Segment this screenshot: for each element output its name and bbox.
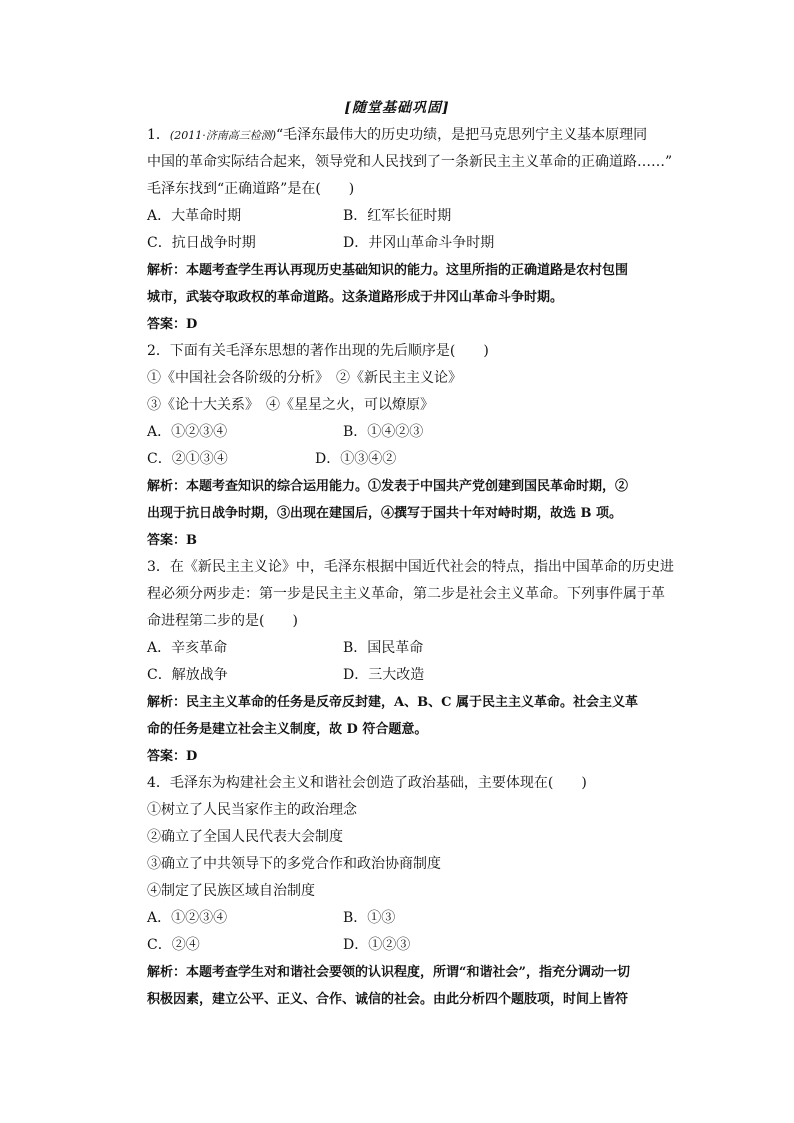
question-4 xyxy=(147,770,675,1013)
analysis-line: 城市，武装夺取政权的革命道路。这条道路形成于井冈山革命斗争时期。 xyxy=(147,290,564,305)
option-c: C．抗日战争时期 xyxy=(147,235,256,251)
option-a: A．①②③④ xyxy=(147,910,228,926)
option-b: B．国民革命 xyxy=(343,640,424,656)
question-stem-line: ③《论十大关系》 ④《星星之火，可以燎原》 xyxy=(147,397,434,413)
option-b: B．①③ xyxy=(343,910,396,926)
question-stem-line: ④制定了民族区域自治制度 xyxy=(147,883,315,899)
question-1 xyxy=(147,122,675,338)
question-stem-line: 程必须分两步走：第一步是民主主义革命，第二步是社会主义革命。下列事件属于革 xyxy=(147,586,665,602)
analysis-line: 解析：民主主义革命的任务是反帝反封建，A、B、C 属于民主主义革命。社会主义革 xyxy=(147,695,638,710)
option-b: B．①④②③ xyxy=(343,424,424,440)
analysis-line: 解析：本题考查知识的综合运用能力。①发表于中国共产党创建到国民革命时期，② xyxy=(147,479,629,494)
question-2 xyxy=(147,338,675,554)
question-stem-line: ②确立了全国人民代表大会制度 xyxy=(147,829,343,845)
option-d: D．①③④② xyxy=(315,451,397,467)
option-c: C．②①③④ xyxy=(147,451,228,467)
options-row xyxy=(147,230,675,257)
option-d: D．三大改造 xyxy=(343,667,425,683)
analysis-line: 解析：本题考查学生对和谐社会要领的认识程度，所谓“和谐社会”，指充分调动一切 xyxy=(147,965,630,980)
option-a: A．辛亥革命 xyxy=(147,640,228,656)
question-stem-line: 毛泽东找到“正确道路”是在( ) xyxy=(147,181,355,197)
section-header: [随堂基础巩固] xyxy=(344,100,450,116)
analysis-line: 出现于抗日战争时期，③出现在建国后，④撰写于国共十年对峙时期，故选 B 项。 xyxy=(147,506,623,521)
question-stem-line: 1．(2011·济南高三检测)“毛泽东最伟大的历史功绩，是把马克思列宁主义基本原理同 xyxy=(147,127,648,143)
options-row xyxy=(147,932,675,959)
question-stem-line: 3．在《新民主主义论》中，毛泽东根据中国近代社会的特点，指出中国革命的历史进 xyxy=(147,559,674,575)
analysis-line: 积极因素，建立公平、正义、合作、诚信的社会。由此分析四个题肢项，时间上皆符 xyxy=(147,992,629,1007)
question-stem-line: 命进程第二步的是( ) xyxy=(147,613,298,629)
question-stem-line: ③确立了中共领导下的多党合作和政治协商制度 xyxy=(147,856,441,872)
options-row xyxy=(147,635,675,662)
question-stem-line: 4．毛泽东为构建社会主义和谐社会创造了政治基础，主要体现在( ) xyxy=(147,775,587,791)
option-a: A．①②③④ xyxy=(147,424,228,440)
question-list xyxy=(147,122,675,1013)
option-c: C．解放战争 xyxy=(147,667,228,683)
answer-line: 答案：B xyxy=(147,533,197,548)
options-row xyxy=(147,905,675,932)
options-row xyxy=(147,662,675,689)
question-stem-line: ①树立了人民当家作主的政治理念 xyxy=(147,802,357,818)
option-b: B．红军长征时期 xyxy=(343,208,452,224)
question-source: (2011·济南高三检测) xyxy=(169,129,276,142)
question-stem-line: 中国的革命实际结合起来，领导党和人民找到了一条新民主主义革命的正确道路……” xyxy=(147,154,673,170)
option-a: A．大革命时期 xyxy=(147,208,242,224)
answer-line: 答案：D xyxy=(147,749,198,764)
question-3 xyxy=(147,554,675,770)
option-d: D．①②③ xyxy=(343,937,411,953)
option-c: C．②④ xyxy=(147,937,200,953)
option-d: D．井冈山革命斗争时期 xyxy=(343,235,495,251)
analysis-line: 命的任务是建立社会主义制度，故 D 符合题意。 xyxy=(147,722,428,737)
analysis-line: 解析：本题考查学生再认再现历史基础知识的能力。这里所指的正确道路是农村包围 xyxy=(147,263,629,278)
options-row xyxy=(147,446,675,473)
question-stem-line: 2．下面有关毛泽东思想的著作出现的先后顺序是( ) xyxy=(147,343,489,359)
options-row xyxy=(147,419,675,446)
options-row xyxy=(147,203,675,230)
question-stem-line: ①《中国社会各阶级的分析》 ②《新民主主义论》 xyxy=(147,370,462,386)
answer-line: 答案：D xyxy=(147,317,198,332)
